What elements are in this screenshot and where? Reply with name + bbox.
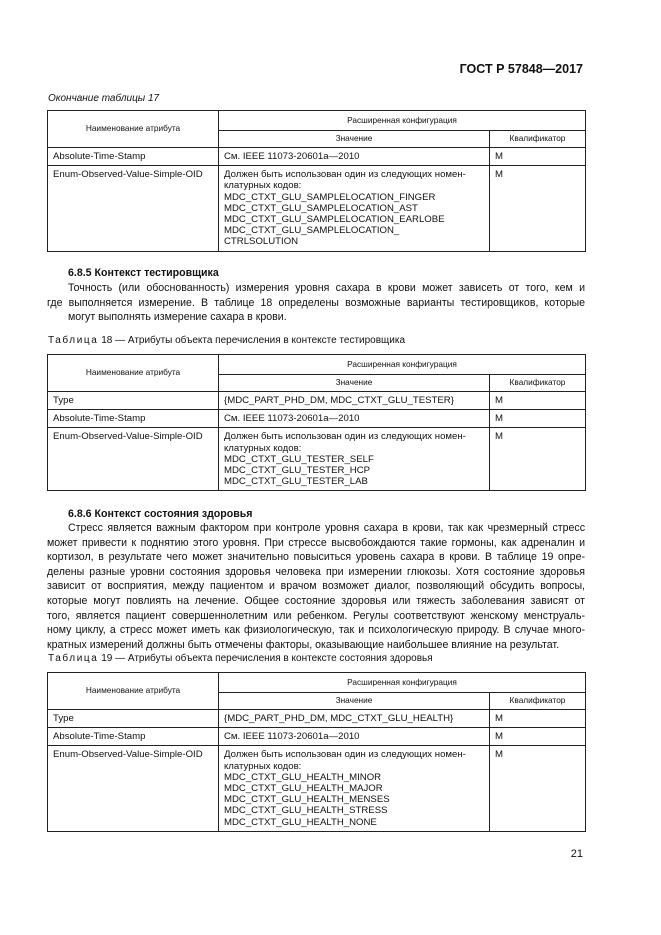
table-row [48,148,586,166]
col-header-qualifier: Квалификатор [490,693,586,710]
section-6-8-5-title: 6.8.5 Контекст тестировщика [68,267,219,279]
table-row [48,166,586,251]
attribute-name: Type [48,392,219,410]
section-6-8-6-title: 6.8.6 Контекст состояния здоровья [68,508,253,520]
attribute-name: Absolute-Time-Stamp [48,148,219,166]
col-header-name: Наименование атрибута [48,355,219,392]
attribute-name: Absolute-Time-Stamp [48,410,219,428]
attribute-qualifier: M [490,166,586,251]
attribute-qualifier: M [490,428,586,491]
document-code: ГОСТ Р 57848—2017 [459,62,583,76]
table-row [48,728,586,746]
attribute-value: Должен быть использован один из следующих номен- клатурных кодов: MDC_CTXT_GLU_SAMPLELOCATION_FINGER MDC_CTXT_GLU_SAMPLELOCATION_AST MDC_CTXT_GLU_SAMPLELOCATION_EARLOBE MDC_CTXT_GLU_SAMPLELOCATION_ CTRLSOLUTION [219,166,490,251]
attribute-qualifier: M [490,148,586,166]
col-header-qualifier: Квалификатор [490,131,586,148]
attribute-qualifier: M [490,410,586,428]
table-17-caption: Окончание таблицы 17 [48,93,160,104]
table-row [48,392,586,410]
table-19 [47,672,586,832]
attribute-name: Absolute-Time-Stamp [48,728,219,746]
col-header-value: Значение [219,375,490,392]
attribute-value: Должен быть использован один из следующих номен- клатурных кодов: MDC_CTXT_GLU_HEALTH_MINOR MDC_CTXT_GLU_HEALTH_MAJOR MDC_CTXT_GLU_HEALTH_MENSES MDC_CTXT_GLU_HEALTH_STRESS MDC_CTXT_GLU_HEALTH_NONE [219,746,490,831]
attribute-value: {MDC_PART_PHD_DM, MDC_CTXT_GLU_TESTER} [219,392,490,410]
col-header-value: Значение [219,131,490,148]
table-row [48,746,586,831]
section-6-8-5-paragraph: Точность (или обоснованность) измерения уровня сахара в крови может зависеть от того, кем и где выполняется измерение. В таблице 18 определены возможные варианты тестировщиков, которые могут выполнять измерение сахара в крови. [47,282,585,324]
attribute-name: Type [48,710,219,728]
attribute-qualifier: M [490,746,586,831]
table-18-caption: Таблица 18 — Атрибуты объекта перечисления в контексте тестировщика [48,335,406,346]
page-number: 21 [570,848,583,860]
table-19-caption: Таблица 19 — Атрибуты объекта перечисления в контексте состояния здоровья [48,653,433,664]
table-row [48,410,586,428]
table-row [48,428,586,491]
col-header-name: Наименование атрибута [48,111,219,148]
table-row [48,710,586,728]
attribute-qualifier: M [490,728,586,746]
attribute-value: См. IEEE 11073-20601a—2010 [219,728,490,746]
col-header-extended-config: Расширенная конфигурация [219,673,586,693]
col-header-name: Наименование атрибута [48,673,219,710]
attribute-value: См. IEEE 11073-20601a—2010 [219,410,490,428]
table-18 [47,354,586,491]
attribute-name: Enum-Observed-Value-Simple-OID [48,428,219,491]
col-header-qualifier: Квалификатор [490,375,586,392]
col-header-value: Значение [219,693,490,710]
table-17 [47,110,586,252]
attribute-value: {MDC_PART_PHD_DM, MDC_CTXT_GLU_HEALTH} [219,710,490,728]
col-header-extended-config: Расширенная конфигурация [219,111,586,131]
attribute-qualifier: M [490,710,586,728]
attribute-name: Enum-Observed-Value-Simple-OID [48,166,219,251]
attribute-value: Должен быть использован один из следующих номен- клатурных кодов: MDC_CTXT_GLU_TESTER_SELF MDC_CTXT_GLU_TESTER_HCP MDC_CTXT_GLU_TESTER_LAB [219,428,490,491]
col-header-extended-config: Расширенная конфигурация [219,355,586,375]
attribute-name: Enum-Observed-Value-Simple-OID [48,746,219,831]
attribute-value: См. IEEE 11073-20601a—2010 [219,148,490,166]
section-6-8-6-paragraph: Стресс является важным фактором при контроле уровня сахара в крови, так как чрезмерный стресс может привести к поднятию этого уровня. При стрессе высвобождаются такие гормоны, как адреналин и кортизол, в результате чего может значительно повыситься уровень сахара в крови. В таблице 19 опре- делены разные уровни состояния здоровья человека при измерении глюкозы. Хотя состояние здоровья зависит от восприятия, между пациентом и врачом возможет диалог, позволяющий обсудить вопросы, которые могут повлиять на лечение. Общее состояние здоровья или тяжесть заболевания зависят от того, является пациент совершеннолетним или ребенком. Регулы соответствуют женскому менструаль- ному циклу, а стресс может иметь как физиологическую, так и психологическую природу. В случае много- кратных измерений должны быть отмечены факторы, оказывающие наибольшее влияние на результат. [47,522,585,651]
attribute-qualifier: M [490,392,586,410]
